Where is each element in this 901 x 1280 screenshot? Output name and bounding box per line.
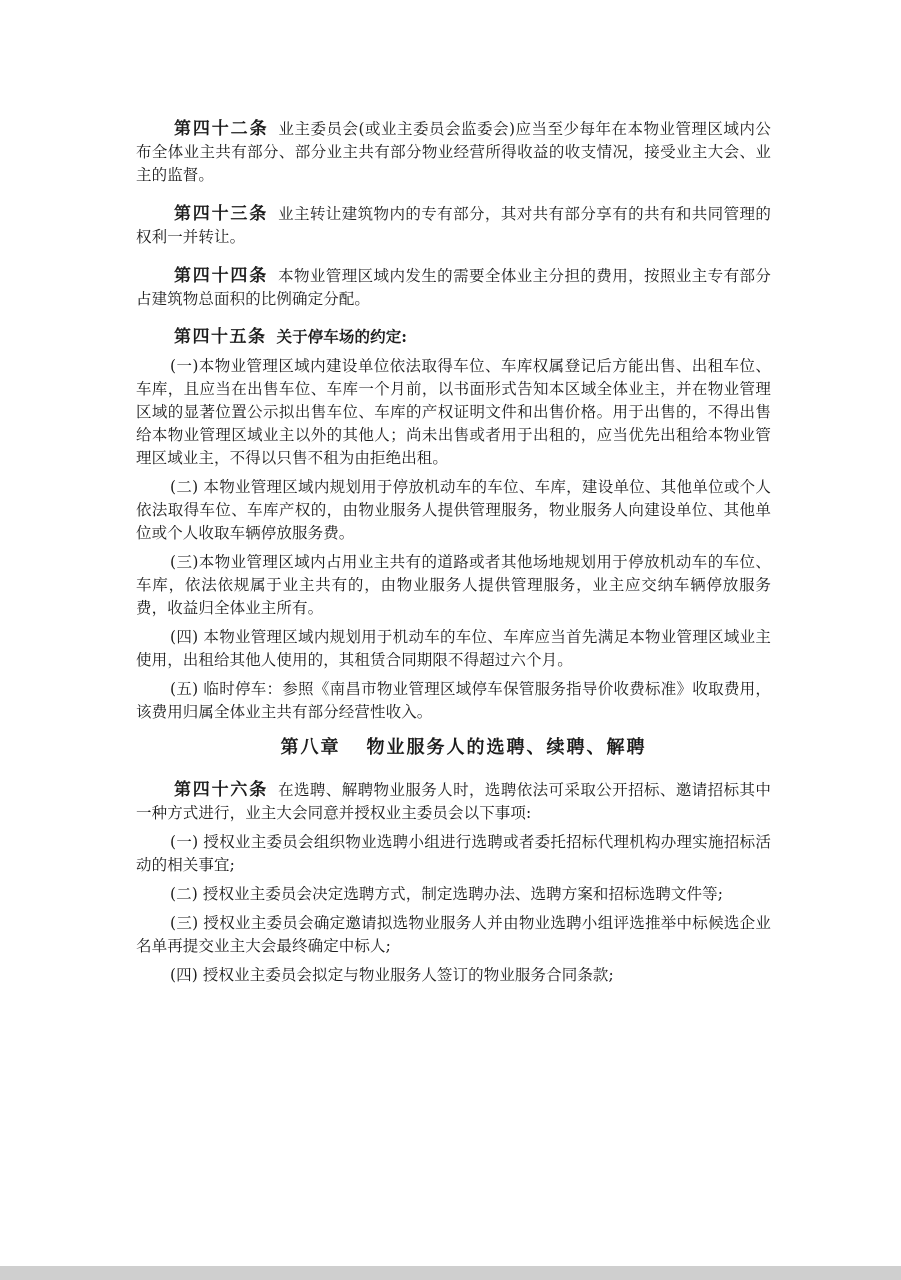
document-body (136, 118, 771, 987)
parking-item-1: (一)本物业管理区域内建设单位依法取得车位、车库权属登记后方能出售、出租车位、车库，且应当在出售车位、车库一个月前，以书面形式告知本区域全体业主，并在物业管理区域的显著位置公示拟出售车位、车库的产权证明文件和出售价格。用于出售的，不得出售给本物业管理区域业主以外的其他人；尚未出售或者用于出租的，应当优先出租给本物业管理区域业主，不得以只售不租为由拒绝出租。 (136, 357, 771, 467)
article-text: 本物业管理区域内发生的需要全体业主分担的费用，按照业主专有部分占建筑物总面积的比例确定分配。 (136, 267, 771, 308)
authorization-item-4: (四) 授权业主委员会拟定与物业服务人签订的物业服务合同条款; (170, 966, 614, 984)
parking-item-3: (三)本物业管理区域内占用业主共有的道路或者其他场地规划用于停放机动车的车位、车库，依法依规属于业主共有的，由物业服务人提供管理服务，业主应交纳车辆停放服务费，收益归全体业主所有。 (136, 553, 771, 617)
chapter-number: 第八章 (280, 737, 341, 758)
authorization-item-1: (一) 授权业主委员会组织物业选聘小组进行选聘或者委托招标代理机构办理实施招标活动的相关事宜; (136, 833, 771, 874)
article-heading: 第四十五条 (174, 327, 267, 347)
authorization-item-2: (二) 授权业主委员会决定选聘方式，制定选聘办法、选聘方案和招标选聘文件等; (170, 885, 724, 903)
article-text: 在选聘、解聘物业服务人时，选聘依法可采取公开招标、邀请招标其中一种方式进行，业主大会同意并授权业主委员会以下事项: (136, 781, 771, 822)
page-bottom-edge (0, 1266, 901, 1280)
authorization-item-3: (三) 授权业主委员会确定邀请拟选物业服务人并由物业选聘小组评选推举中标候选企业名单再提交业主大会最终确定中标人; (136, 914, 771, 955)
parking-item-4: (四) 本物业管理区域内规划用于机动车的车位、车库应当首先满足本物业管理区域业主使用，出租给其他人使用的，其租赁合同期限不得超过六个月。 (136, 628, 771, 669)
chapter-heading (136, 736, 771, 759)
chapter-title: 物业服务人的选聘、续聘、解聘 (366, 737, 647, 758)
article-text: 业主转让建筑物内的专有部分，其对共有部分享有的共有和共同管理的权利一并转让。 (136, 205, 771, 246)
article-heading: 第四十四条 (174, 266, 269, 286)
article-45 (136, 325, 771, 349)
parking-item-5: (五) 临时停车：参照《南昌市物业管理区域停车保管服务指导价收费标准》收取费用，该费用归属全体业主共有部分经营性收入。 (136, 680, 771, 721)
article-subtitle: 关于停车场的约定: (276, 327, 408, 346)
article-46 (136, 779, 771, 825)
article-heading: 第四十二条 (174, 119, 269, 139)
parking-item-2: (二) 本物业管理区域内规划用于停放机动车的车位、车库，建设单位、其他单位或个人依法取得车位、车库产权的，由物业服务人提供管理服务，物业服务人向建设单位、其他单位或个人收取车辆停放服务费。 (136, 478, 771, 542)
article-text: 业主委员会(或业主委员会监委会)应当至少每年在本物业管理区域内公布全体业主共有部分、部分业主共有部分物业经营所得收益的收支情况，接受业主大会、业主的监督。 (136, 120, 772, 184)
article-43 (136, 203, 771, 249)
article-44 (136, 265, 771, 311)
article-heading: 第四十六条 (174, 780, 269, 800)
article-42 (136, 118, 771, 187)
article-heading: 第四十三条 (174, 204, 269, 224)
